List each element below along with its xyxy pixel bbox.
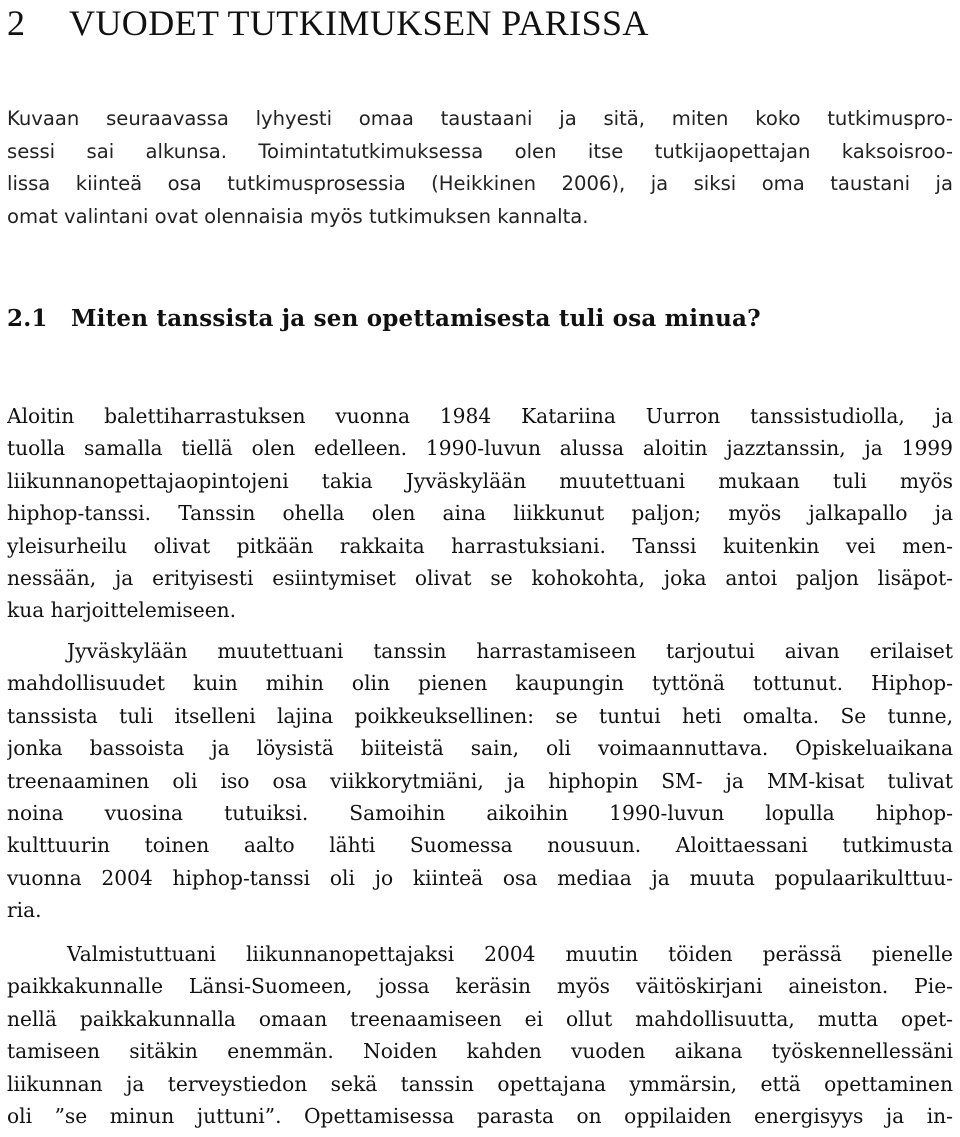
body-paragraph	[7, 400, 953, 627]
intro-paragraph	[7, 103, 953, 233]
chapter-number: 2	[7, 3, 26, 43]
chapter-title: VUODET TUTKIMUKSEN PARISSA	[69, 3, 649, 43]
body-paragraph	[7, 635, 953, 927]
text-line: sessi sai alkunsa. Toimintatutkimuksessa olen itse tutkijaopettajan kaksoisroo-	[7, 139, 953, 163]
text-line: mahdollisuudet kuin mihin olin pienen kaupungin tyttönä tottunut. Hiphop-	[7, 671, 953, 696]
text-line: Aloitin balettiharrastuksen vuonna 1984 Katariina Uurron tanssistudiolla, ja	[7, 404, 953, 428]
section-heading	[7, 302, 761, 336]
text-line: yleisurheilu olivat pitkään rakkaita harrastuksiani. Tanssi kuitenkin vei men-	[7, 533, 953, 558]
text-line: tanssista tuli itselleni lajina poikkeuksellinen: se tuntui heti omalta. Se tunne,	[7, 703, 953, 728]
text-line: Kuvaan seuraavassa lyhyesti omaa taustaani ja sitä, miten koko tutkimuspro-	[7, 107, 953, 130]
text-line: tuolla samalla tiellä olen edelleen. 1990-luvun alussa aloitin jazztanssin, ja 1999	[7, 436, 953, 461]
text-line: oli ”se minun juttuni”. Opettamisessa parasta on oppilaiden energisyys ja in-	[7, 1103, 953, 1128]
section-number: 2.1	[7, 305, 48, 332]
text-line: nellä paikkakunnalla omaan treenaamiseen ei ollut mahdollisuutta, mutta opet-	[7, 1006, 953, 1031]
text-line: kulttuurin toinen aalto lähti Suomessa nousuun. Aloittaessani tutkimusta	[7, 833, 953, 858]
text-line: Jyväskylään muutettuani tanssin harrastamiseen tarjoutui aivan erilaiset	[67, 639, 953, 663]
section-title: Miten tanssista ja sen opettamisesta tuli osa minua?	[71, 305, 761, 332]
text-line: nessään, ja erityisesti esiintymiset olivat se kohokohta, joka antoi paljon lisäpot-	[7, 565, 953, 590]
text-line: noina vuosina tutuiksi. Samoihin aikoihin 1990-luvun lopulla hiphop-	[7, 800, 953, 825]
text-line: tamiseen sitäkin enemmän. Noiden kahden vuoden aikana työskennellessäni	[7, 1039, 953, 1064]
body-paragraph	[7, 938, 953, 1132]
text-line: liikunnan ja terveystiedon sekä tanssin opettajana ymmärsin, että opettaminen	[7, 1071, 953, 1096]
text-line: treenaaminen oli iso osa viikkorytmiäni, ja hiphopin SM- ja MM-kisat tulivat	[7, 768, 953, 793]
text-line: paikkakunnalle Länsi-Suomeen, jossa keräsin myös väitöskirjani aineiston. Pie-	[7, 974, 953, 999]
text-line: ria.	[7, 898, 42, 923]
chapter-heading	[7, 3, 649, 43]
text-line: kua harjoittelemiseen.	[7, 598, 237, 623]
text-line: jonka bassoista ja löysistä biiteistä sain, oli voimaannuttava. Opiskeluaikana	[7, 736, 953, 761]
text-line: hiphop-tanssi. Tanssin ohella olen aina liikkunut paljon; myös jalkapallo ja	[7, 501, 953, 526]
text-line: liikunnanopettajaopintojeni takia Jyväskylään muutettuani mukaan tuli myös	[7, 468, 953, 493]
text-line: vuonna 2004 hiphop-tanssi oli jo kiinteä osa mediaa ja muuta populaarikulttuu-	[7, 865, 953, 890]
text-line: omat valintani ovat olennaisia myös tutkimuksen kannalta.	[7, 204, 589, 228]
text-line: Valmistuttuani liikunnanopettajaksi 2004 muutin töiden perässä pienelle	[67, 942, 953, 966]
text-line: lissa kiinteä osa tutkimusprosessia (Heikkinen 2006), ja siksi oma taustani ja	[7, 172, 953, 196]
